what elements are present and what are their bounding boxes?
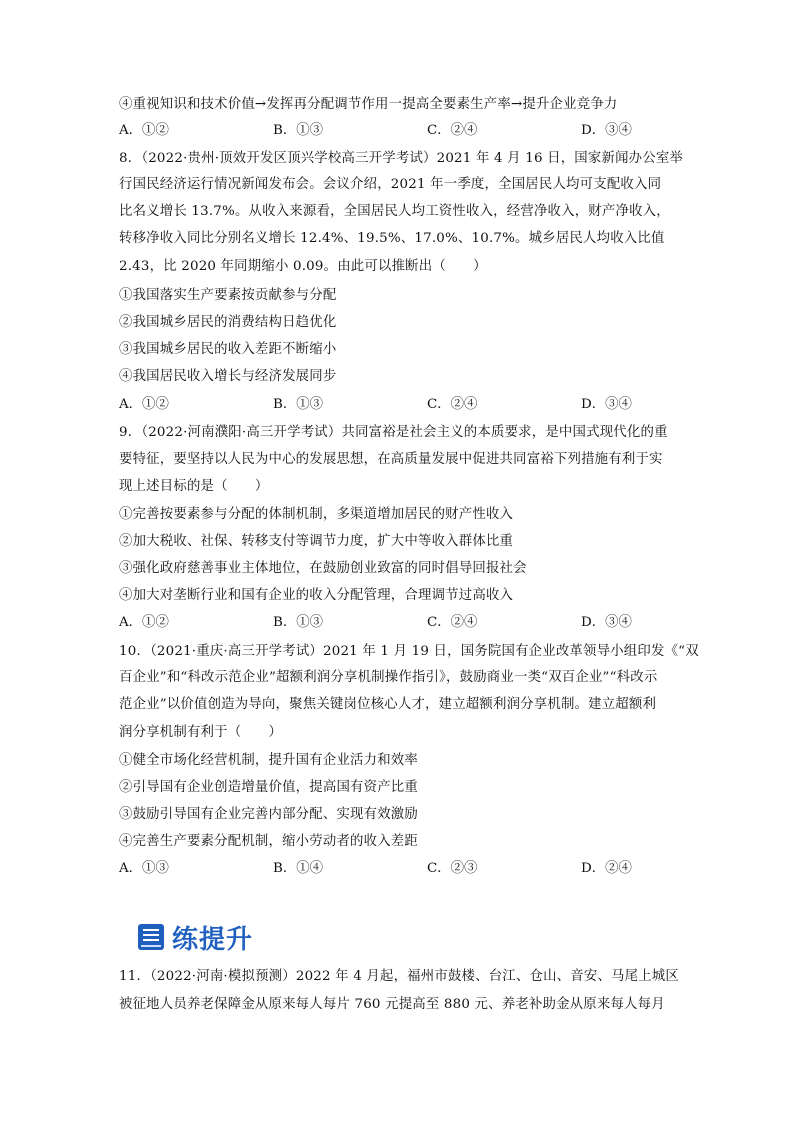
q10-stem-line-1: 10．（2021·重庆·高三开学考试）2021 年 1 月 19 日，国务院国有企业改革领导小组印发《“双 — [119, 644, 699, 659]
q10-item-3: ③鼓励引导国有企业完善内部分配、实现有效激励 — [119, 807, 418, 822]
q8-item-1: ①我国落实生产要素按贡献参与分配 — [119, 288, 337, 303]
q9-stem-line-3: 现上述目标的是（ ） — [119, 479, 269, 494]
q9-option-a: A．①② — [119, 615, 169, 630]
q10-stem-line-4: 润分享机制有利于（ ） — [119, 725, 283, 740]
q10-item-2: ②引导国有企业创造增量价值，提高国有资产比重 — [119, 780, 418, 795]
section-title: 练提升 — [172, 924, 254, 955]
book-icon — [138, 924, 164, 950]
q9-stem-line-1: 9．（2022·河南濮阳·高三开学考试）共同富裕是社会主义的本质要求，是中国式现代化的重 — [119, 425, 668, 440]
q8-item-2: ②我国城乡居民的消费结构日趋优化 — [119, 315, 337, 330]
q8-option-b: B．①③ — [273, 397, 324, 412]
q10-option-d: D．②④ — [581, 861, 632, 876]
q7-item-4: ④重视知识和技术价值→发挥再分配调节作用一提高全要素生产率→提升企业竞争力 — [119, 97, 618, 112]
section-heading — [138, 918, 253, 956]
q10-option-a: A．①③ — [119, 861, 169, 876]
q10-option-b: B．①④ — [273, 861, 324, 876]
q9-item-4: ④加大对垄断行业和国有企业的收入分配管理，合理调节过高收入 — [119, 588, 514, 603]
q9-option-b: B．①③ — [273, 615, 324, 630]
q10-item-1: ①健全市场化经营机制，提升国有企业活力和效率 — [119, 753, 418, 768]
q7-option-d: D．③④ — [581, 123, 632, 138]
q8-stem-line-2: 行国民经济运行情况新闻发布会。会议介绍，2021 年一季度，全国居民人均可支配收入同 — [119, 177, 662, 192]
q8-option-c: C．②④ — [427, 397, 478, 412]
q7-option-a: A．①② — [119, 123, 169, 138]
q11-stem-line-2: 被征地人员养老保障金从原来每人每片 760 元提高至 880 元、养老补助金从原来每人每月 — [119, 997, 665, 1012]
q8-item-4: ④我国居民收入增长与经济发展同步 — [119, 369, 337, 384]
q8-stem-line-3: 比名义增长 13.7%。从收入来源看，全国居民人均工资性收入，经营净收入，财产净收入， — [119, 204, 670, 219]
q8-option-a: A．①② — [119, 397, 169, 412]
q8-stem-line-1: 8．（2022·贵州·顶效开发区顶兴学校高三开学考试）2021 年 4 月 16 日，国家新闻办公室举 — [119, 151, 684, 166]
q9-item-1: ①完善按要素参与分配的体制机制，多渠道增加居民的财产性收入 — [119, 507, 514, 522]
q8-stem-line-5: 2.43，比 2020 年同期缩小 0.09。由此可以推断出（ ） — [119, 259, 487, 274]
q9-stem-line-2: 要特征，要坚持以人民为中心的发展思想，在高质量发展中促进共同富裕下列措施有利于实 — [119, 452, 663, 467]
q8-option-d: D．③④ — [581, 397, 632, 412]
q7-option-b: B．①③ — [273, 123, 324, 138]
q8-stem-line-4: 转移净收入同比分别名义增长 12.4%、19.5%、17.0%、10.7%。城乡居民人均收入比值 — [119, 231, 665, 246]
q11-stem-line-1: 11．（2022·河南·模拟预测）2022 年 4 月起，福州市鼓楼、台江、仓山、音安、马尾上城区 — [119, 969, 679, 984]
q10-stem-line-2: 百企业”和“科改示范企业”超额利润分享机制操作指引》，鼓励商业一类“双百企业”“科改示 — [119, 670, 658, 685]
q8-item-3: ③我国城乡居民的收入差距不断缩小 — [119, 342, 337, 357]
q10-option-c: C．②③ — [427, 861, 478, 876]
q10-item-4: ④完善生产要素分配机制，缩小劳动者的收入差距 — [119, 834, 418, 849]
q9-option-c: C．②④ — [427, 615, 478, 630]
q10-stem-line-3: 范企业”以价值创造为导向，聚焦关键岗位核心人才，建立超额利润分享机制。建立超额利 — [119, 697, 657, 712]
q7-option-c: C．②④ — [427, 123, 478, 138]
q9-item-3: ③强化政府慈善事业主体地位，在鼓励创业致富的同时倡导回报社会 — [119, 561, 527, 576]
q9-option-d: D．③④ — [581, 615, 632, 630]
q9-item-2: ②加大税收、社保、转移支付等调节力度，扩大中等收入群体比重 — [119, 534, 514, 549]
